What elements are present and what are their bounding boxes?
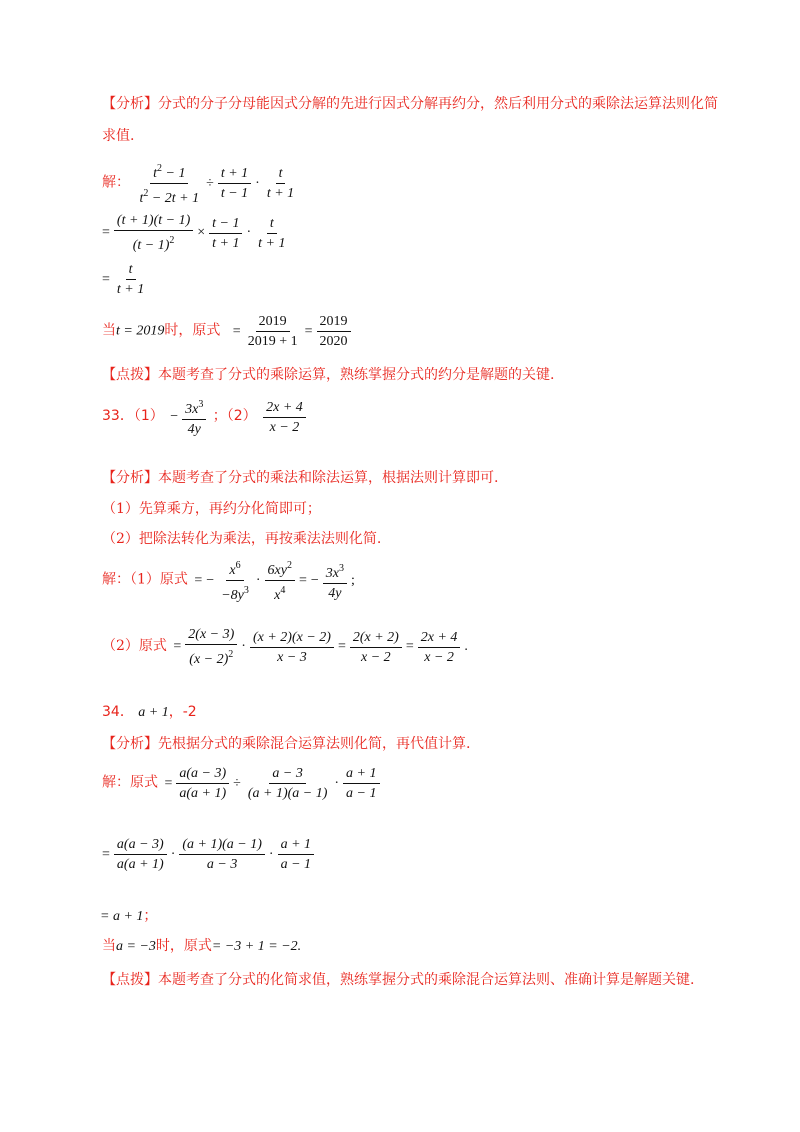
t-value: t = 2019 <box>116 323 165 339</box>
q33-step2: （2）把除法转化为乘法，再按乘法法则化简. <box>102 531 382 547</box>
analysis-line-cont: 求值. <box>102 128 135 144</box>
solution-step-2: = $\frac{(t + 1)(t - 1)}{(t - 1)^2}$ × $\frac{t - 1}{t + 1}$ · $\frac{t}{t + 1}$ <box>102 213 286 253</box>
q34-semicolon: ； <box>143 908 158 924</box>
q34-a-value: a = −3 <box>116 939 156 954</box>
q33-number: 33．（1） <box>102 408 164 425</box>
q34-tip: 【点拨】本题考查了分式的化简求值，熟练掌握分式的乘除混合运算法则、准确计算是解题关键. <box>102 972 695 988</box>
q34-result-expr: = a + 1 <box>100 909 144 924</box>
q34-solution-2: = $\frac{a(a - 3)}{a(a + 1)}$ · $\frac{(a + 1)(a - 1)}{a - 3}$ · $\frac{a + 1}{a - 1}$ <box>100 836 316 873</box>
q34-solution-1: 解：原式 = $\frac{a(a - 3)}{a(a + 1)}$ ÷ $\frac{a - 3}{(a + 1)(a - 1)}$ · $\frac{a + 1}{a - 1}$ <box>102 765 382 802</box>
q34-number: 34． <box>102 704 134 720</box>
q34-analysis: 【分析】先根据分式的乘除混合运算法则化简，再代值计算. <box>102 736 471 752</box>
when-label: 当 <box>102 322 116 339</box>
solve-label: 解： <box>102 174 130 191</box>
analysis-line: 【分析】分式的分子分母能因式分解的先进行因式分解再约分，然后利用分式的乘除法运算法则化简 <box>102 96 718 112</box>
solution-step-3: = $\frac{t}{t + 1}$ <box>102 262 145 297</box>
q34-answer-2: ，-2 <box>168 704 197 720</box>
solution-step-1: 解： $\frac{t^2 - 1}{t^2 - 2t + 1}$ ÷ $\frac{t + 1}{t - 1}$ · $\frac{t}{t + 1}$ <box>102 160 299 207</box>
q34-sol-label: 解：原式 <box>102 774 158 791</box>
q34-when: 当 <box>102 938 116 954</box>
q34-calc: = −3 + 1 = −2 <box>211 939 298 954</box>
q33-sol1-label: 解：（1）原式 <box>102 571 188 588</box>
q33-step1: （1）先算乘方，再约分化简即可； <box>102 501 321 517</box>
q34-answer-1: a + 1 <box>138 705 169 720</box>
q33-sol2-label: （2）原式 <box>102 638 167 655</box>
q34-answer <box>102 703 197 722</box>
q33-solution-1: 解：（1）原式 = − $\frac{x^6}{-8y^3}$ · $\frac{6xy^2}{x^4}$ = − $\frac{3x^3}{4y}$ ; <box>102 557 357 604</box>
q33-analysis: 【分析】本题考查了分式的乘法和除法运算，根据法则计算即可. <box>102 470 499 486</box>
q34-result <box>100 907 157 926</box>
q33-solution-2: （2）原式 = $\frac{2(x - 3)}{(x - 2)^2}$ · $\frac{(x + 2)(x - 2)}{x - 3}$ = $\frac{2(x + 2)}{x - 2}$ = $\frac{2x + 4}{x - 2}$ . <box>102 627 468 667</box>
q33-separator: ；（2） <box>212 408 257 425</box>
q34-substitution: 当a = −3时，原式= −3 + 1 = −2. <box>102 938 302 954</box>
when-label-2: 时，原式 <box>164 322 221 339</box>
substitution-line: 当t = 2019时，原式 = $\frac{2019}{2019 + 1}$ = $\frac{2019}{2020}$ <box>102 313 353 350</box>
q34-when-2: 时，原式 <box>155 938 212 954</box>
q33-answer: 33．（1） − $\frac{3x^3}{4y}$ ；（2） $\frac{2x + 4}{x - 2}$ <box>102 396 308 438</box>
tip-line: 【点拨】本题考查了分式的乘除运算，熟练掌握分式的约分是解题的关键. <box>102 367 555 383</box>
